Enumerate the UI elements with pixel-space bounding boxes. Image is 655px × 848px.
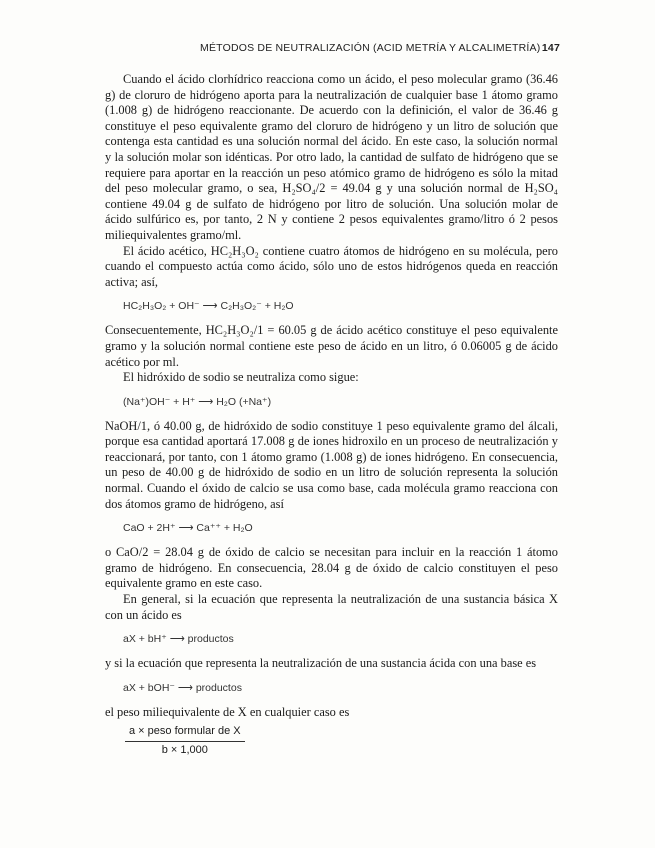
- paragraph-general-base: En general, si la ecuación que representa la neutralización de una sustancia básica X con un ácido es: [105, 592, 558, 622]
- paragraph-hcl: Cuando el ácido clorhídrico reacciona como un ácido, el peso molecular gramo (36.46 g) de cloruro de hidrógeno aporta para la neutralización de cualquier base 1 átomo gramo (1.008 g) de hidrógeno reaccionante. De acuerdo con la definición, el valor de 36.46 g constituye el peso equivalente gramo del cloruro de hidrógeno y un litro de solución que contenga esta cantidad es una solución normal del ácido. En este caso, la solución normal y la solución molar son idénticas. Por otro lado, la cantidad de sulfato de hidrógeno que se requiere para aportar en la reacción un peso atómico gramo de hidrógeno es sólo la mitad del peso molecular gramo, o sea, H₂SO₄/2 = 49.04 g y una solución normal de H₂SO₄ contiene 49.04 g de sulfato de hidrógeno por litro de solución. Una solución molar de ácido sulfúrico es, por tanto, 2 N y contiene 2 pesos equivalentes gramo/litro ó 2 pesos miliequivalentes gramo/ml.: [105, 72, 558, 242]
- page-number: 147: [541, 42, 560, 54]
- equation-calcium-oxide: CaO + 2H⁺ ⟶ Ca⁺⁺ + H₂O: [123, 522, 253, 535]
- equation-general-acid: aX + bOH⁻ ⟶ productos: [123, 681, 242, 694]
- paragraph-general-acid: y si la ecuación que representa la neutralización de una sustancia ácida con una base es: [105, 656, 537, 671]
- paragraph-acetic-equivalent: Consecuentemente, HC₂H₃O₂/1 = 60.05 g de ácido acético constituye el peso equivalente gramo y la solución normal contiene este peso de ácido en un litro, ó 0.06005 g de ácido acético por ml.: [105, 323, 558, 369]
- equation-sodium-hydroxide: (Na⁺)OH⁻ + H⁺ ⟶ H₂O (+Na⁺): [123, 395, 272, 408]
- paragraph-naoh-equivalent: NaOH/1, ó 40.00 g, de hidróxido de sodio constituye 1 peso equivalente gramo del álcali, porque esa cantidad aportará 17.008 g de iones hidroxilo en un proceso de neutralización y reaccionará, por tanto, con 1 átomo gramo (1.008 g) de iones hidrógeno. En consecuencia, un peso de 40.00 g de hidróxido de sodio en un litro de solución representa la solución normal. Cuando el óxido de calcio se usa como base, cada molécula gramo reacciona con dos átomos gramo de hidrógeno, así: [105, 418, 558, 511]
- milliequivalent-fraction: [125, 724, 245, 758]
- fraction-numerator: a × peso formular de X: [125, 724, 245, 742]
- paragraph-cao-equivalent: o CaO/2 = 28.04 g de óxido de calcio se necesitan para incluir en la reacción 1 átomo gramo de hidrógeno. En consecuencia, 28.04 g de óxido de calcio constituyen el peso equivalente gramo en este caso.: [105, 545, 558, 591]
- paragraph-acetic-acid: El ácido acético, HC₂H₃O₂ contiene cuatro átomos de hidrógeno en su molécula, pero cuando el compuesto actúa como ácido, sólo uno de estos hidrógenos queda en reacción activa; así,: [105, 243, 558, 289]
- paragraph-milliequivalent: el peso miliequivalente de X en cualquier caso es: [105, 704, 350, 719]
- paragraph-sodium-hydroxide: El hidróxido de sodio se neutraliza como sigue:: [123, 370, 359, 385]
- chapter-title: MÉTODOS DE NEUTRALIZACIÓN (ACID METRÍA Y ALCALIMETRÍA): [200, 42, 541, 54]
- equation-general-base: aX + bH⁺ ⟶ productos: [123, 633, 234, 646]
- body-text: [105, 72, 558, 759]
- fraction-denominator: b × 1,000: [161, 744, 208, 756]
- equation-acetic-acid: HC₂H₃O₂ + OH⁻ ⟶ C₂H₃O₂⁻ + H₂O: [123, 300, 294, 313]
- running-header: [200, 42, 560, 54]
